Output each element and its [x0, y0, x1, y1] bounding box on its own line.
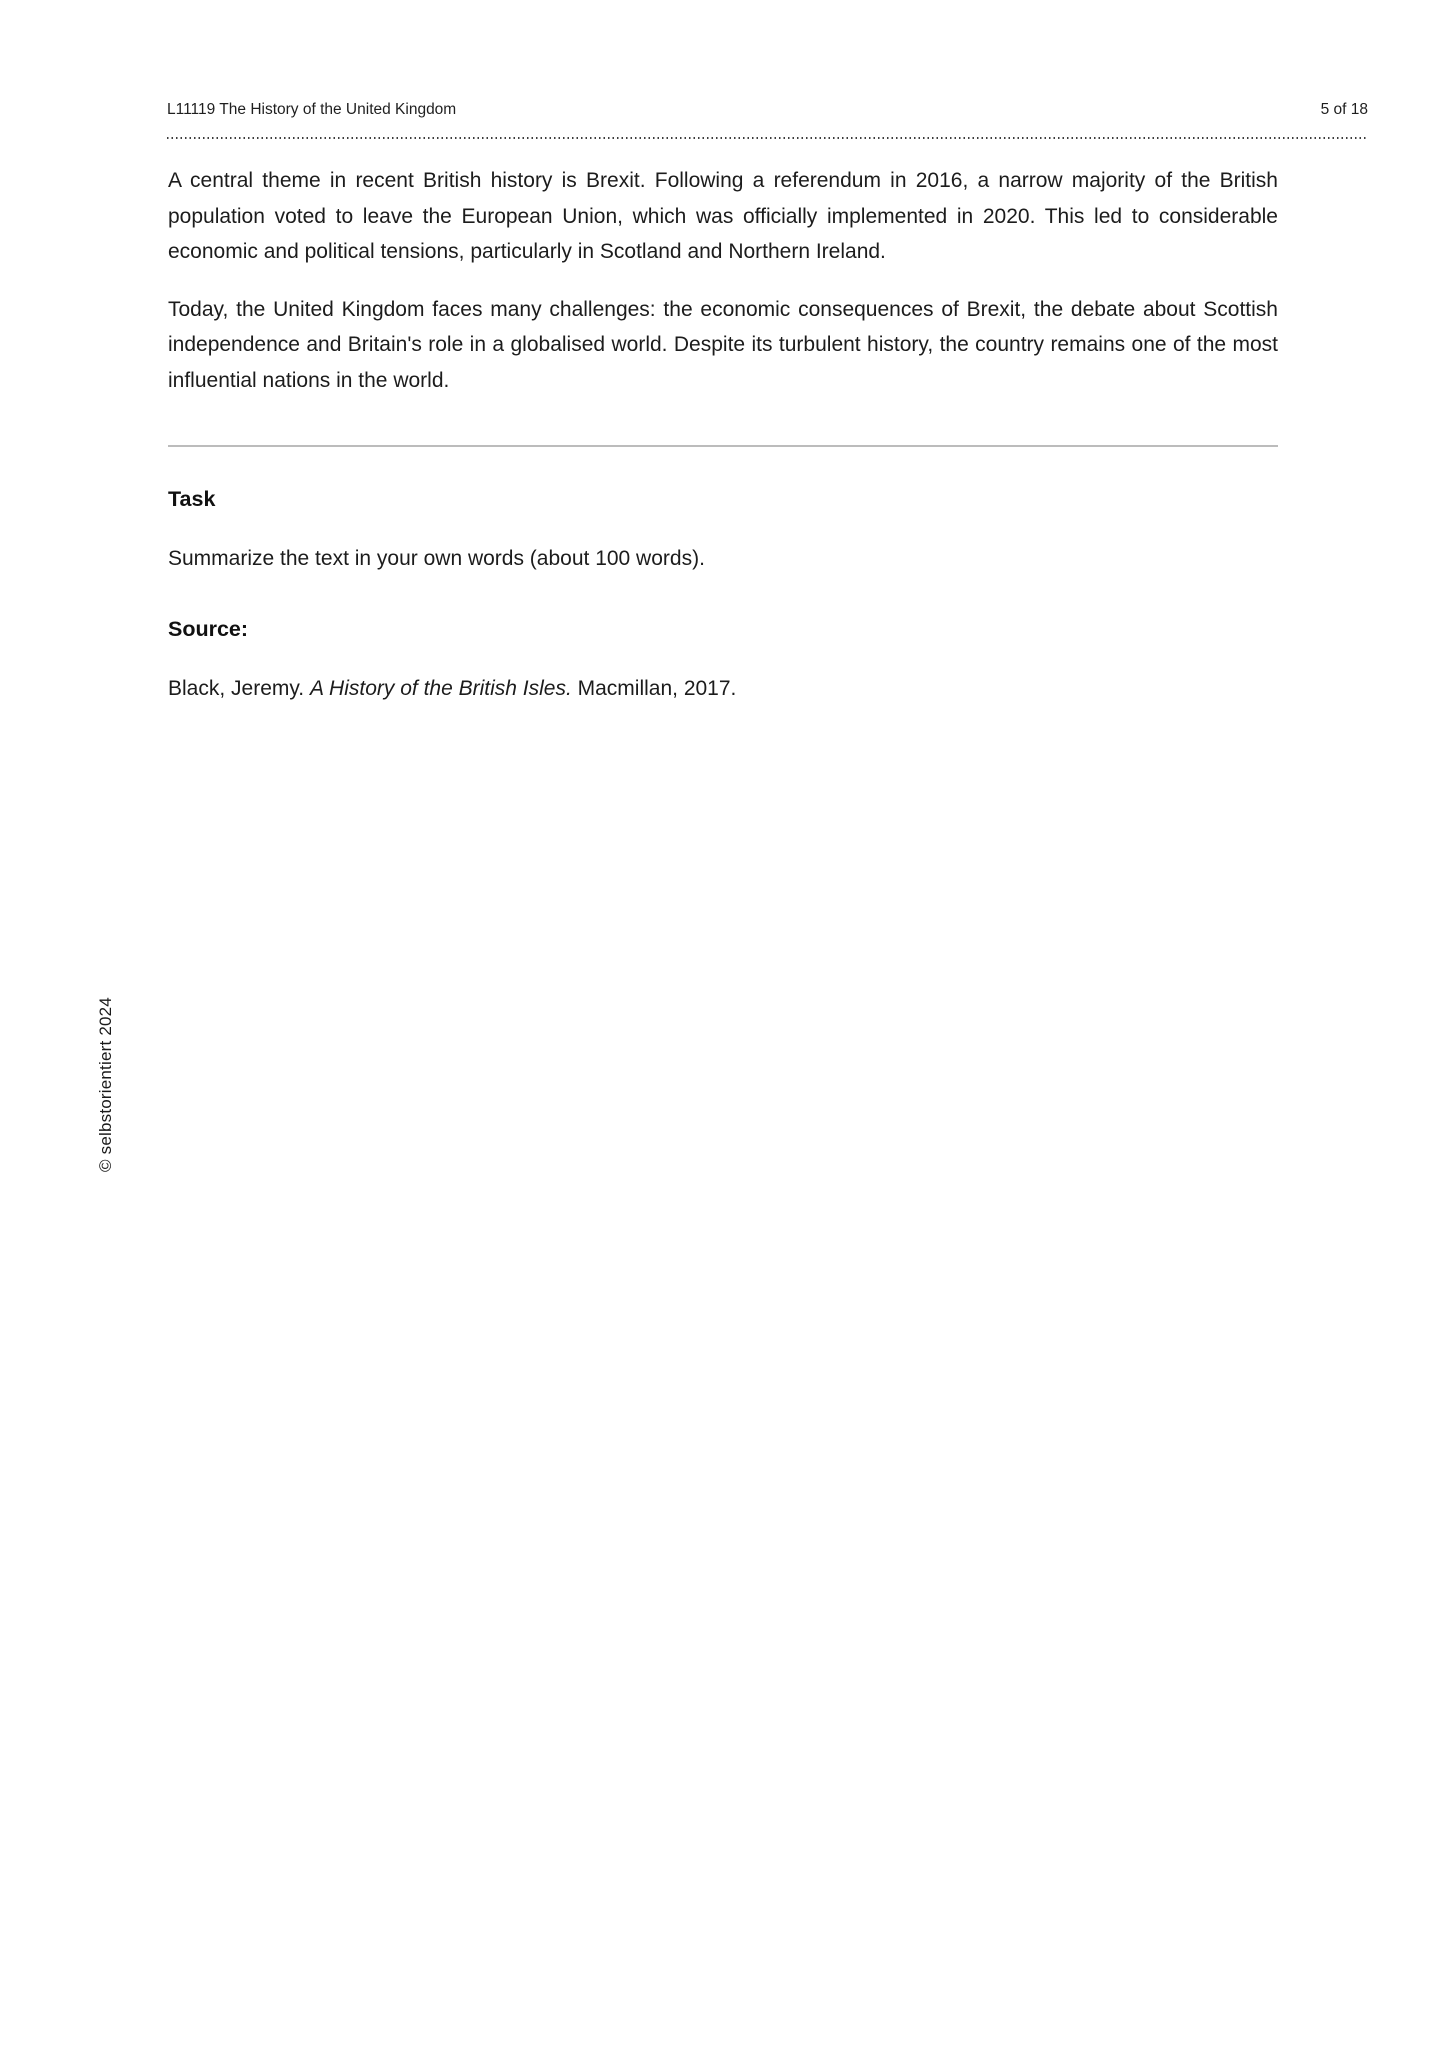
document-body [168, 163, 1278, 707]
page-header [167, 99, 1368, 121]
task-heading: Task [168, 487, 216, 511]
page-number: 5 of 18 [1320, 101, 1368, 118]
citation-author: Black, Jeremy. [168, 677, 310, 700]
citation-publisher-year: Macmillan, 2017. [571, 677, 737, 700]
section-divider [168, 445, 1278, 447]
task-text: Summarize the text in your own words (about 100 words). [168, 547, 705, 570]
paragraph-challenges: Today, the United Kingdom faces many challenges: the economic consequences of Brexit, the debate about Scottish independence and Britain's role in a globalised world. Despite its turbulent history, the country remains one of the most influential nations in the world. [168, 297, 1278, 392]
paragraph-brexit: A central theme in recent British history is Brexit. Following a referendum in 2016, a narrow majority of the British population voted to leave the European Union, which was officially implemented in 2020. This led to considerable economic and political tensions, particularly in Scotland and Northern Ireland. [168, 169, 1278, 263]
header-title: L11119 The History of the United Kingdom [167, 101, 457, 118]
source-heading: Source: [168, 617, 249, 641]
citation-title-italic: A History of the British Isles. [309, 677, 572, 700]
source-citation [168, 671, 1278, 707]
copyright-vertical-text: © selbstorientiert 2024 [96, 997, 115, 1172]
header-dotted-rule [167, 137, 1368, 139]
